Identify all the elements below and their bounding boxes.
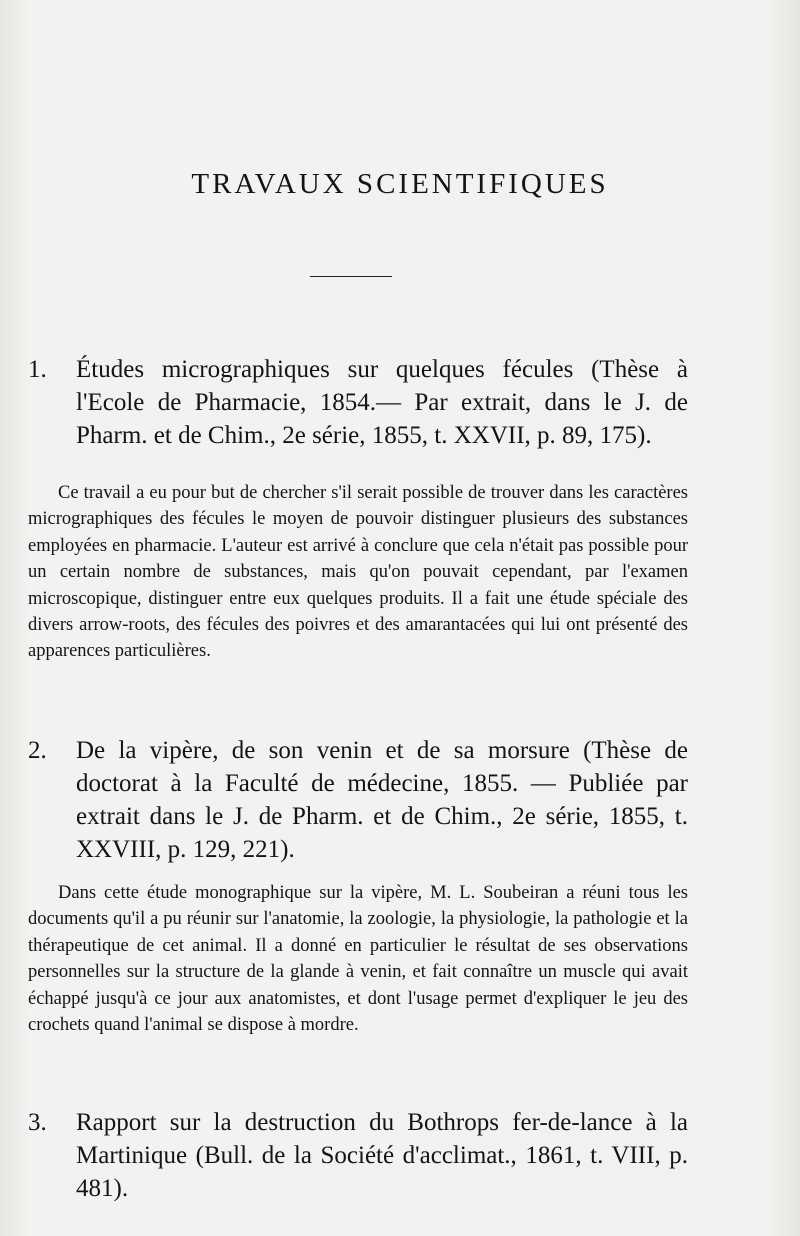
page-title: TRAVAUX SCIENTIFIQUES [191, 168, 609, 200]
entry-number: 2. [28, 737, 47, 764]
entry-number: 1. [28, 356, 47, 383]
entry-body: Dans cette étude monographique sur la vipère, M. L. Soubeiran a réuni tous les documents qu'il a pu réunir sur l'anatomie, la zoologie, la physiologie, la pathologie et la thérapeutique de cet animal. Il a donné en particulier le résultat de ses observations personnelles sur la structure de la glande à venin, et fait connaître un muscle qui avait échappé jusqu'à ce jour aux anatomistes, et dont l'usage permet d'expliquer le jeu des crochets quand l'animal se dispose à mordre. [28, 883, 688, 1036]
entry-number: 3. [28, 1109, 47, 1136]
entry-heading [28, 1106, 688, 1205]
entry-body: Ce travail a eu pour but de chercher s'il serait possible de trouver dans les caractères micrographiques des fécules le moyen de pouvoir distinguer plusieurs des substances employées en pharmacie. L'auteur est arrivé à conclure que cela n'était pas possible pour un certain nombre de substances, mais qu'on pouvait cependant, par l'examen microscopique, distinguer entre eux quelques produits. Il a fait une étude spéciale des divers arrow-roots, des fécules des poivres et des amarantacées qui lui ont présenté des apparences particulières. [28, 483, 688, 662]
entry-heading-text: Rapport sur la destruction du Bothrops fer-de-lance à la Martinique (Bull. de la Société d'acclimat., 1861, t. VIII, p. 481). [76, 1109, 688, 1202]
entry-heading [28, 734, 688, 866]
entry-heading [28, 353, 688, 452]
title-rule [310, 276, 392, 277]
entry-3 [28, 1106, 688, 1205]
entry-heading-text: Études micrographiques sur quelques fécules (Thèse à l'Ecole de Pharmacie, 1854.— Par extrait, dans le J. de Pharm. et de Chim., 2e série, 1855, t. XXVII, p. 89, 175). [76, 356, 688, 449]
entry-2 [28, 734, 688, 1038]
entry-1 [28, 353, 688, 665]
entry-heading-text: De la vipère, de son venin et de sa morsure (Thèse de doctorat à la Faculté de médecine, 1855. — Publiée par extrait dans le J. de Pharm. et de Chim., 2e série, 1855, t. XXVIII, p. 129, 221). [76, 737, 688, 863]
